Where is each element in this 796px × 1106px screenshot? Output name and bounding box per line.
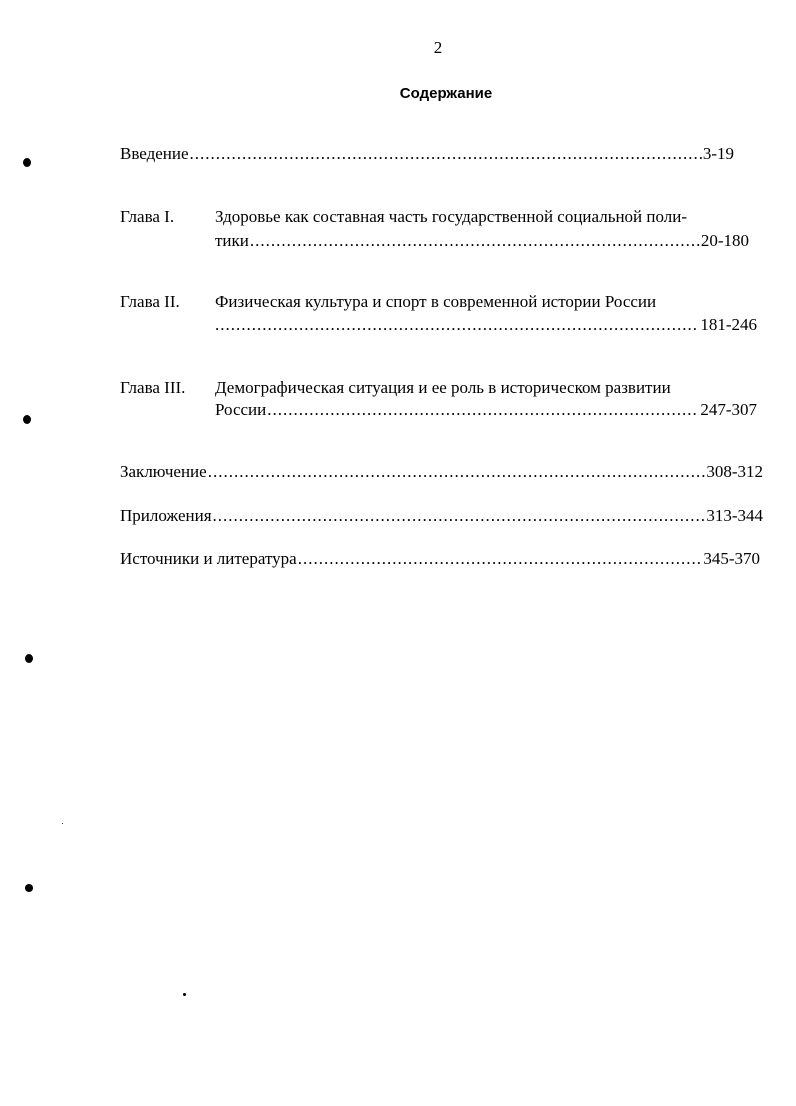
- dot-leader: [250, 231, 700, 251]
- scan-speck: [25, 884, 33, 892]
- dot-leader: [267, 400, 699, 420]
- chapter-2-label: Глава II.: [120, 292, 180, 311]
- dot-leader: [213, 506, 706, 526]
- toc-entry-label: Заключение: [120, 462, 207, 481]
- scan-speck: [23, 158, 31, 167]
- toc-entry-label: Источники и литература: [120, 549, 297, 568]
- scan-speck: [62, 823, 63, 824]
- chapter-3-label: Глава III.: [120, 378, 186, 397]
- chapter-1-label: Глава I.: [120, 207, 175, 226]
- scan-speck: [23, 415, 31, 424]
- dot-leader: [298, 549, 703, 569]
- toc-entry-label: Приложения: [120, 506, 212, 525]
- chapter-2-title-line1: Физическая культура и спорт в современной истории России: [215, 292, 657, 311]
- chapter-1-title-line1: Здоровье как составная часть государственной социальной поли-: [215, 207, 688, 226]
- chapter-2-pages: 181-246: [700, 315, 757, 334]
- toc-entry-pages: 3-19: [702, 144, 734, 163]
- scan-speck: [183, 993, 186, 996]
- toc-entry-pages: 308-312: [706, 462, 763, 481]
- dot-leader: [208, 462, 706, 482]
- chapter-3-title-line2: России: [215, 400, 267, 419]
- chapter-1-title-line2: тики: [215, 231, 249, 250]
- toc-entry-pages: 345-370: [703, 549, 760, 568]
- dot-leader: [215, 315, 699, 335]
- toc-entry-label: Введение: [120, 144, 189, 163]
- toc-entry-intro: [120, 144, 734, 164]
- chapter-1-pages: 20-180: [700, 231, 749, 250]
- toc-entry-appendix: [120, 506, 763, 526]
- chapter-3-title-line1: Демографическая ситуация и ее роль в историческом развитии: [215, 378, 671, 397]
- toc-entry-chapter-2: [215, 315, 757, 335]
- toc-entry-chapter-1: [215, 231, 749, 251]
- page-number: 2: [433, 38, 443, 57]
- toc-entry-conclusion: [120, 462, 763, 482]
- chapter-3-pages: 247-307: [700, 400, 757, 419]
- toc-entry-sources: [120, 549, 760, 569]
- page-title: Содержание: [399, 85, 493, 102]
- scan-speck: [25, 654, 33, 663]
- toc-entry-pages: 313-344: [706, 506, 763, 525]
- dot-leader: [190, 144, 702, 164]
- toc-entry-chapter-3: [215, 400, 757, 420]
